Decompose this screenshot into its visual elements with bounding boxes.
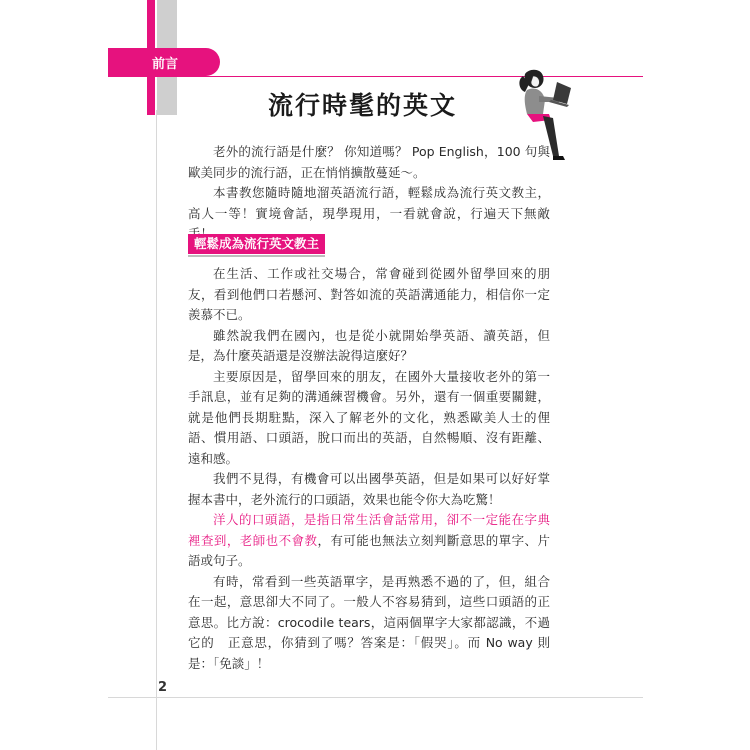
body-paragraph: 主要原因是，留學回來的朋友，在國外大量接收老外的第一手訊息，並有足夠的溝通練習機會。另外，還有一個重要關鍵，就是他們長期駐點，深入了解老外的文化，熟悉歐美人士的俚語、慣用語、口頭語，脫口而出的英語，自然暢順、沒有距離、遠和感。 (188, 368, 550, 466)
highlight-text: 洋人的口頭語，是指日常生活會話常用，卻不一定能在字典裡查到，老師也不會教 (188, 512, 550, 548)
main-text-block (188, 264, 550, 674)
intro-paragraph: 老外的流行語是什麼？ 你知道嗎？ Pop English，100 句與歐美同步的流行語，正在悄悄擴散蔓延～。 (188, 144, 550, 180)
body-paragraph: 在生活、工作或社交場合，常會碰到從國外留學回來的朋友，看到他們口若懸河、對答如流的英語溝通能力，相信你一定羨慕不已。 (188, 266, 550, 322)
section-tab (108, 48, 220, 76)
intro-paragraph: 本書教您隨時隨地溜英語流行語，輕鬆成為流行英文教主，高人一等！實境會話，現學現用，一看就會說，行遍天下無敵 (188, 185, 550, 221)
footer-rule (108, 697, 643, 698)
margin-rule (156, 110, 157, 750)
highlight-rest-text: ，有可能也無法立刻判斷意思的單字、片語或句子。 (188, 532, 550, 568)
highlight-paragraph (188, 510, 550, 572)
body-paragraph: 有時，常看到一些英語單字，是再熟悉不過的了，但，組合在一起，意思卻大不同了。一般人不容易猜到，這些口頭語的正意思。比方說：crocodile tears，這兩個單字大家都認識，不過它的 正意思，你猜到了嗎？答案是：「假哭」。而 No way 則是：「免談」！ (188, 573, 550, 671)
body-paragraph: 雖然說我們在國內，也是從小就開始學英語、讀英語，但是，為什麼英語還是沒辦法說得這麼好？ (188, 327, 550, 363)
body-paragraph: 我們不見得，有機會可以出國學英語，但是如果可以好好掌握本書中，老外流行的口頭語，效果也能令你大為吃驚！ (188, 471, 550, 507)
page-number: 2 (158, 680, 168, 695)
section-tab-label: 前言 (152, 56, 179, 72)
intro-block (188, 142, 550, 245)
section-subheading: 輕鬆成為流行英文教主 (188, 234, 325, 254)
page-title: 流行時髦的英文 (268, 91, 458, 120)
